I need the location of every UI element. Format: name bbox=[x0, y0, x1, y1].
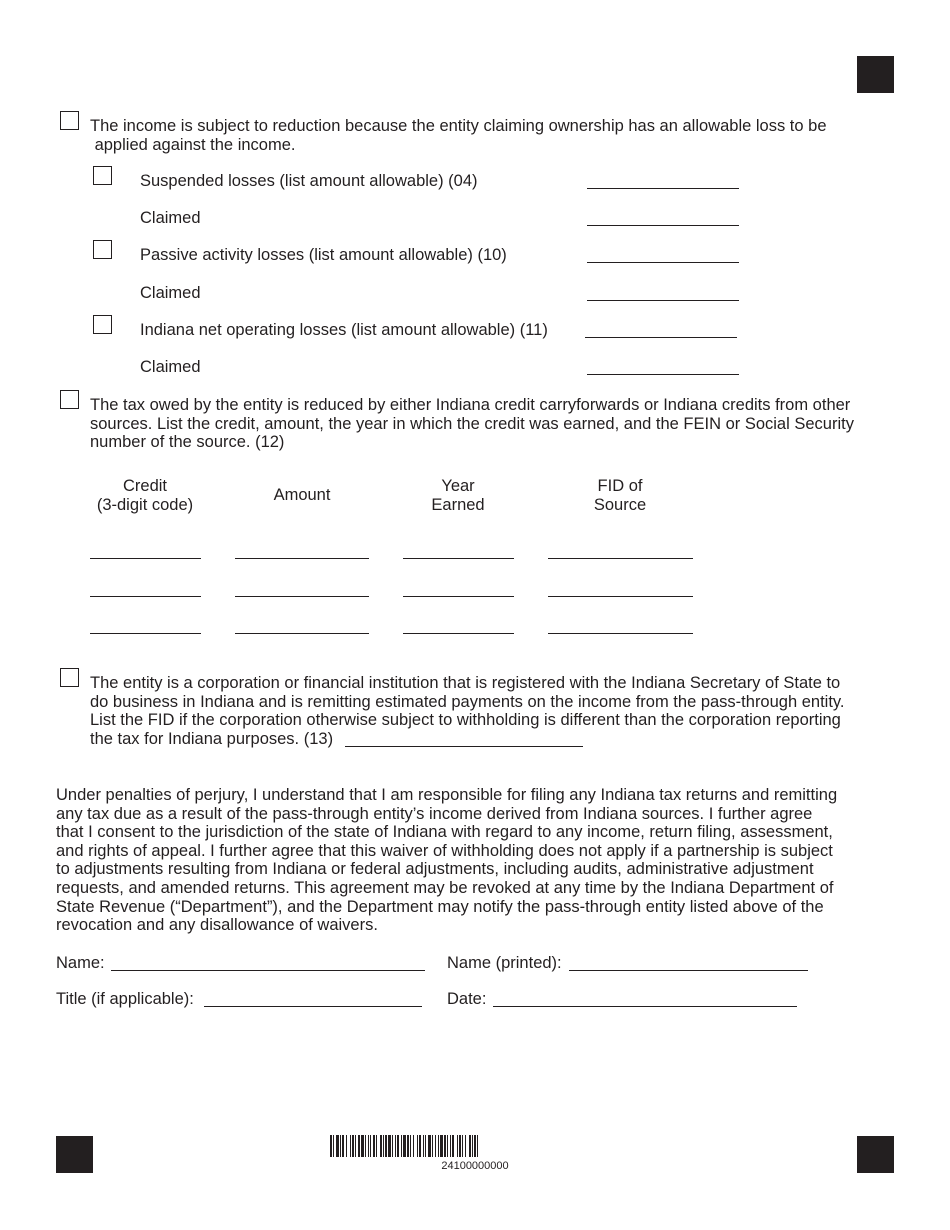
barcode-bar bbox=[425, 1135, 426, 1157]
barcode-bar bbox=[465, 1135, 466, 1157]
text-line: to adjustments resulting from Indiana or federal adjustments, including audits, administrative adjustment bbox=[56, 860, 814, 879]
header-line: Year bbox=[441, 477, 475, 495]
barcode-bar bbox=[346, 1135, 347, 1157]
net-operating-losses-label: Indiana net operating losses (list amount allowable) (11) bbox=[140, 321, 548, 339]
income-reduction-checkbox[interactable] bbox=[60, 111, 79, 130]
credit-fid-field-1[interactable] bbox=[548, 558, 693, 559]
barcode-bar bbox=[388, 1135, 391, 1157]
text-line: do business in Indiana and is remitting estimated payments on the income from the pass-through entity. bbox=[90, 692, 845, 711]
header-line: Credit bbox=[122, 477, 167, 495]
suspended-losses-checkbox[interactable] bbox=[93, 166, 112, 185]
credit-fid-field-2[interactable] bbox=[548, 596, 693, 597]
nol-claimed-label: Claimed bbox=[140, 358, 201, 376]
credit-year-field-3[interactable] bbox=[403, 633, 514, 634]
text-line: The income is subject to reduction because the entity claiming ownership has an allowable loss to be bbox=[90, 117, 827, 135]
barcode-bar bbox=[450, 1135, 451, 1157]
column-header-amount bbox=[242, 486, 362, 505]
tax-credit-checkbox[interactable] bbox=[60, 390, 79, 409]
header-line: (3-digit code) bbox=[96, 496, 194, 514]
barcode-bar bbox=[403, 1135, 406, 1157]
barcode-bar bbox=[452, 1135, 454, 1157]
credit-year-field-1[interactable] bbox=[403, 558, 514, 559]
corporation-checkbox[interactable] bbox=[60, 668, 79, 687]
tax-credit-text bbox=[90, 396, 854, 452]
credit-code-field-1[interactable] bbox=[90, 558, 201, 559]
barcode-bar bbox=[423, 1135, 424, 1157]
corporation-fid-field[interactable] bbox=[345, 746, 583, 747]
barcode-bar bbox=[410, 1135, 411, 1157]
header-line: FID of bbox=[597, 477, 643, 495]
barcode-bar bbox=[432, 1135, 433, 1157]
registration-mark-bottom-left bbox=[56, 1136, 93, 1173]
title-label: Title (if applicable): bbox=[56, 990, 194, 1008]
name-label: Name: bbox=[56, 954, 105, 972]
credit-code-field-2[interactable] bbox=[90, 596, 201, 597]
passive-activity-checkbox[interactable] bbox=[93, 240, 112, 259]
barcode-bar bbox=[447, 1135, 448, 1157]
barcode-bar bbox=[395, 1135, 396, 1157]
barcode-bar bbox=[361, 1135, 364, 1157]
text-line: applied against the income. bbox=[90, 135, 296, 154]
column-header-fid-source bbox=[560, 477, 680, 515]
registration-mark-top-right bbox=[857, 56, 894, 93]
barcode-bar bbox=[355, 1135, 356, 1157]
income-reduction-text bbox=[90, 117, 827, 154]
barcode-bar bbox=[438, 1135, 439, 1157]
barcode-bar bbox=[477, 1135, 478, 1157]
barcode-bar bbox=[370, 1135, 371, 1157]
barcode-bar bbox=[428, 1135, 431, 1157]
barcode-bar bbox=[462, 1135, 463, 1157]
text-line: The entity is a corporation or financial institution that is registered with the Indiana Secretary of State to bbox=[90, 674, 841, 692]
text-line: State Revenue (“Department”), and the Department may notify the pass-through entity listed above of the bbox=[56, 897, 824, 916]
credit-year-field-2[interactable] bbox=[403, 596, 514, 597]
barcode-bar bbox=[401, 1135, 402, 1157]
barcode-bar bbox=[330, 1135, 332, 1157]
net-operating-losses-checkbox[interactable] bbox=[93, 315, 112, 334]
barcode-bar bbox=[380, 1135, 382, 1157]
barcode-bar bbox=[397, 1135, 399, 1157]
barcode-bar bbox=[459, 1135, 461, 1157]
barcode-bar bbox=[352, 1135, 354, 1157]
barcode-bar bbox=[413, 1135, 414, 1157]
name-printed-field[interactable] bbox=[569, 970, 808, 971]
date-field[interactable] bbox=[493, 1006, 797, 1007]
text-line: revocation and any disallowance of waivers. bbox=[56, 916, 378, 935]
text-line: the tax for Indiana purposes. (13) bbox=[90, 729, 334, 748]
net-operating-losses-amount-field[interactable] bbox=[585, 337, 737, 338]
barcode-bar bbox=[417, 1135, 418, 1157]
passive-claimed-label: Claimed bbox=[140, 284, 201, 302]
barcode-bar bbox=[342, 1135, 344, 1157]
suspended-claimed-field[interactable] bbox=[587, 225, 739, 226]
barcode-bar bbox=[385, 1135, 387, 1157]
credit-amount-field-2[interactable] bbox=[235, 596, 369, 597]
barcode-bar bbox=[365, 1135, 366, 1157]
text-line: requests, and amended returns. This agreement may be revoked at any time by the Indiana Department of bbox=[56, 878, 834, 897]
registration-mark-bottom-right bbox=[857, 1136, 894, 1173]
perjury-statement bbox=[56, 786, 837, 935]
credit-fid-field-3[interactable] bbox=[548, 633, 693, 634]
barcode-bar bbox=[350, 1135, 351, 1157]
column-header-credit bbox=[85, 477, 205, 515]
barcode-bar bbox=[333, 1135, 334, 1157]
header-line: Earned bbox=[431, 496, 485, 514]
name-field[interactable] bbox=[111, 970, 425, 971]
suspended-claimed-label: Claimed bbox=[140, 209, 201, 227]
text-line: that I consent to the jurisdiction of the state of Indiana with regard to any income, return filing, assessment, bbox=[56, 823, 833, 842]
barcode-bar bbox=[383, 1135, 384, 1157]
barcode bbox=[330, 1135, 620, 1157]
nol-claimed-field[interactable] bbox=[587, 374, 739, 375]
date-label: Date: bbox=[447, 990, 487, 1008]
barcode-bar bbox=[435, 1135, 436, 1157]
suspended-losses-label: Suspended losses (list amount allowable) (04) bbox=[140, 172, 478, 190]
text-line: number of the source. (12) bbox=[90, 433, 285, 452]
barcode-bar bbox=[419, 1135, 421, 1157]
barcode-bar bbox=[368, 1135, 369, 1157]
credit-code-field-3[interactable] bbox=[90, 633, 201, 634]
barcode-bar bbox=[472, 1135, 473, 1157]
barcode-bar bbox=[392, 1135, 393, 1157]
passive-claimed-field[interactable] bbox=[587, 300, 739, 301]
column-header-year-earned bbox=[398, 477, 518, 515]
barcode-bar bbox=[474, 1135, 476, 1157]
barcode-number: 24100000000 bbox=[441, 1160, 509, 1172]
barcode-bar bbox=[376, 1135, 377, 1157]
text-line: The tax owed by the entity is reduced by either Indiana credit carryforwards or Indiana credits from other bbox=[90, 396, 851, 414]
barcode-bar bbox=[469, 1135, 471, 1157]
passive-activity-label: Passive activity losses (list amount allowable) (10) bbox=[140, 246, 507, 264]
corporation-text bbox=[90, 674, 845, 748]
barcode-bar bbox=[444, 1135, 446, 1157]
credit-amount-field-1[interactable] bbox=[235, 558, 369, 559]
text-line: and rights of appeal. I further agree that this waiver of withholding does not apply if a partnership is subject bbox=[56, 841, 833, 860]
header-line: Source bbox=[593, 496, 647, 514]
text-line: any tax due as a result of the pass-through entity’s income derived from Indiana sources. I further agree bbox=[56, 804, 813, 823]
text-line: List the FID if the corporation otherwise subject to withholding is different than the corporation reporting bbox=[90, 711, 841, 730]
barcode-bar bbox=[358, 1135, 360, 1157]
suspended-losses-amount-field[interactable] bbox=[587, 188, 739, 189]
title-field[interactable] bbox=[204, 1006, 422, 1007]
barcode-bar bbox=[340, 1135, 341, 1157]
barcode-bar bbox=[440, 1135, 443, 1157]
text-line: Under penalties of perjury, I understand that I am responsible for filing any Indiana tax returns and remitting bbox=[56, 786, 838, 804]
credit-amount-field-3[interactable] bbox=[235, 633, 369, 634]
barcode-bar bbox=[373, 1135, 375, 1157]
barcode-bar bbox=[457, 1135, 458, 1157]
name-printed-label: Name (printed): bbox=[447, 954, 562, 972]
barcode-bar bbox=[407, 1135, 409, 1157]
barcode-bar bbox=[336, 1135, 339, 1157]
passive-activity-amount-field[interactable] bbox=[587, 262, 739, 263]
text-line: sources. List the credit, amount, the year in which the credit was earned, and the FEIN or Social Security bbox=[90, 414, 854, 433]
header-line: Amount bbox=[273, 486, 331, 504]
